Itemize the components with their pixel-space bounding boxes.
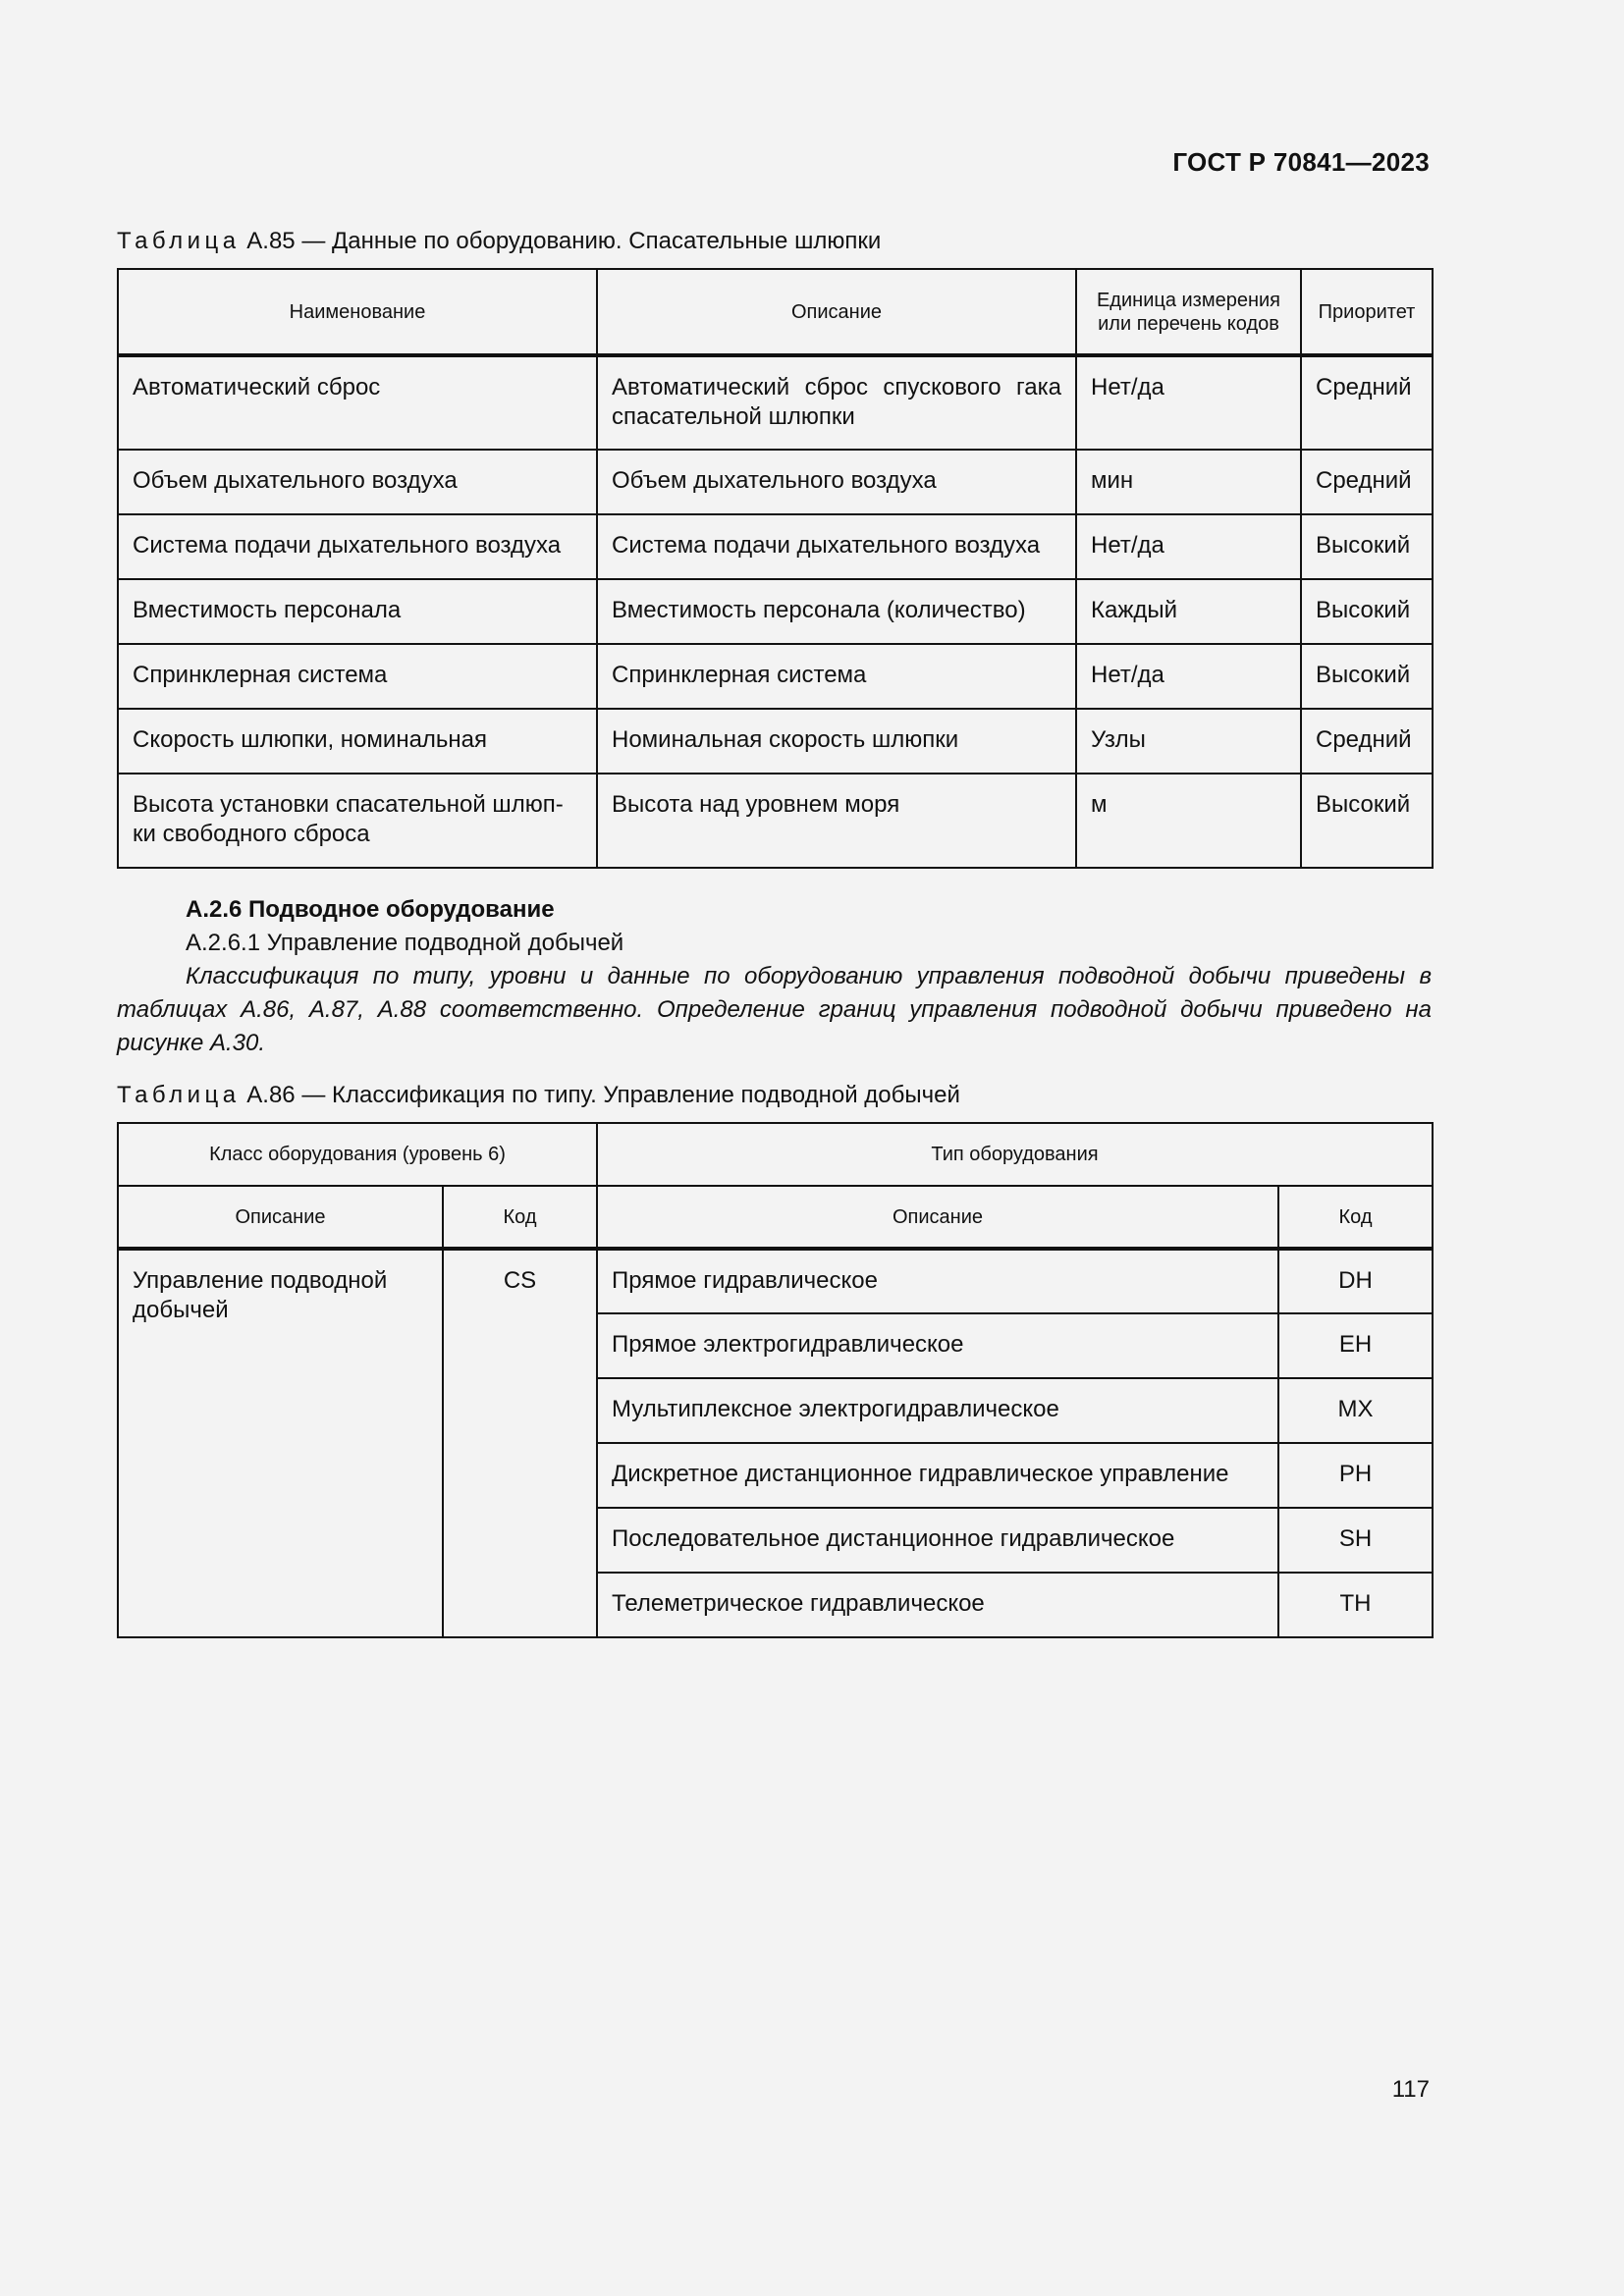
cell-type-description: Дискретное дистанционное гидравлическое управление [597, 1443, 1278, 1508]
cell-description: Номинальная скорость шлюпки [597, 709, 1076, 774]
cell-type-code: EH [1278, 1313, 1433, 1378]
page-number: 117 [1391, 2076, 1430, 2103]
cell-name: Высота установки спасательной шлюп-ки свободного сброса [118, 774, 597, 868]
cell-name: Скорость шлюпки, номинальная [118, 709, 597, 774]
cell-name: Вместимость персонала [118, 579, 597, 644]
table-a86 [117, 1122, 1434, 1638]
cell-priority: Высокий [1301, 774, 1433, 868]
section-a26 [117, 893, 1432, 1060]
table-row [118, 709, 1433, 774]
cell-description: Автоматический сброс спускового гака спасательной шлюпки [597, 355, 1076, 450]
cell-description: Вместимость персонала (количество) [597, 579, 1076, 644]
caption-text: А.86 — Классификация по типу. Управление подводной добычей [240, 1082, 960, 1108]
cell-type-code: TH [1278, 1573, 1433, 1637]
cell-type-description: Мультиплексное электрогидравлическое [597, 1378, 1278, 1443]
table-row [118, 514, 1433, 579]
cell-name: Объем дыхательного воздуха [118, 450, 597, 514]
cell-type-description: Прямое гидравлическое [597, 1249, 1278, 1313]
cell-priority: Средний [1301, 355, 1433, 450]
table-a86-caption [117, 1082, 960, 1109]
table-header-row [118, 269, 1433, 355]
header-type-code: Код [1278, 1186, 1433, 1249]
cell-class-description: Управление подводной добычей [118, 1249, 443, 1637]
header-equipment-type: Тип оборудования [597, 1123, 1433, 1186]
cell-type-description: Телеметрическое гидравлическое [597, 1573, 1278, 1637]
cell-type-description: Прямое электрогидравлическое [597, 1313, 1278, 1378]
cell-priority: Высокий [1301, 644, 1433, 709]
header-type-description: Описание [597, 1186, 1278, 1249]
cell-priority: Высокий [1301, 514, 1433, 579]
cell-unit: м [1076, 774, 1301, 868]
cell-type-code: PH [1278, 1443, 1433, 1508]
cell-unit: Каждый [1076, 579, 1301, 644]
header-class-description: Описание [118, 1186, 443, 1249]
table-row [118, 579, 1433, 644]
table-row [118, 774, 1433, 868]
cell-description: Спринклерная система [597, 644, 1076, 709]
cell-type-code: SH [1278, 1508, 1433, 1573]
cell-priority: Средний [1301, 450, 1433, 514]
table-group-header-row [118, 1123, 1433, 1186]
cell-name: Автоматический сброс [118, 355, 597, 450]
header-description: Описание [597, 269, 1076, 355]
cell-description: Система подачи дыхательного воздуха [597, 514, 1076, 579]
cell-priority: Высокий [1301, 579, 1433, 644]
cell-type-code: MX [1278, 1378, 1433, 1443]
cell-unit: Узлы [1076, 709, 1301, 774]
table-a85 [117, 268, 1434, 869]
table-sub-header-row [118, 1186, 1433, 1249]
caption-text: А.85 — Данные по оборудованию. Спасательные шлюпки [240, 228, 882, 254]
table-a85-caption [117, 228, 881, 255]
caption-word: Таблица [117, 228, 241, 254]
header-name: Наименование [118, 269, 597, 355]
section-subheading: А.2.6.1 Управление подводной добычей [186, 930, 624, 956]
cell-priority: Средний [1301, 709, 1433, 774]
table-row [118, 450, 1433, 514]
cell-unit: Нет/да [1076, 355, 1301, 450]
cell-description: Объем дыхательного воздуха [597, 450, 1076, 514]
header-class-code: Код [443, 1186, 597, 1249]
header-unit: Единица измерения или перечень кодов [1076, 269, 1301, 355]
section-paragraph: Классификация по типу, уровни и данные по оборудованию управления подводной добычи приведены в таблицах А.86, А.87, А.88 соответственно. Определение границ управления подводной добычи приведено на рисунке А.30. [117, 963, 1432, 1056]
cell-name: Спринклерная система [118, 644, 597, 709]
header-equipment-class: Класс оборудования (уровень 6) [118, 1123, 597, 1186]
table-row [118, 644, 1433, 709]
cell-type-description: Последовательное дистанционное гидравлическое [597, 1508, 1278, 1573]
document-code: ГОСТ Р 70841—2023 [1172, 147, 1430, 177]
cell-unit: Нет/да [1076, 644, 1301, 709]
cell-name: Система подачи дыхательного воздуха [118, 514, 597, 579]
cell-unit: Нет/да [1076, 514, 1301, 579]
section-heading: А.2.6 Подводное оборудование [186, 896, 555, 923]
table-row [118, 1249, 1433, 1313]
cell-class-code: CS [443, 1249, 597, 1637]
cell-description: Высота над уровнем моря [597, 774, 1076, 868]
caption-word: Таблица [117, 1082, 241, 1108]
cell-type-code: DH [1278, 1249, 1433, 1313]
table-row [118, 355, 1433, 450]
cell-unit: мин [1076, 450, 1301, 514]
header-priority: Приоритет [1301, 269, 1433, 355]
